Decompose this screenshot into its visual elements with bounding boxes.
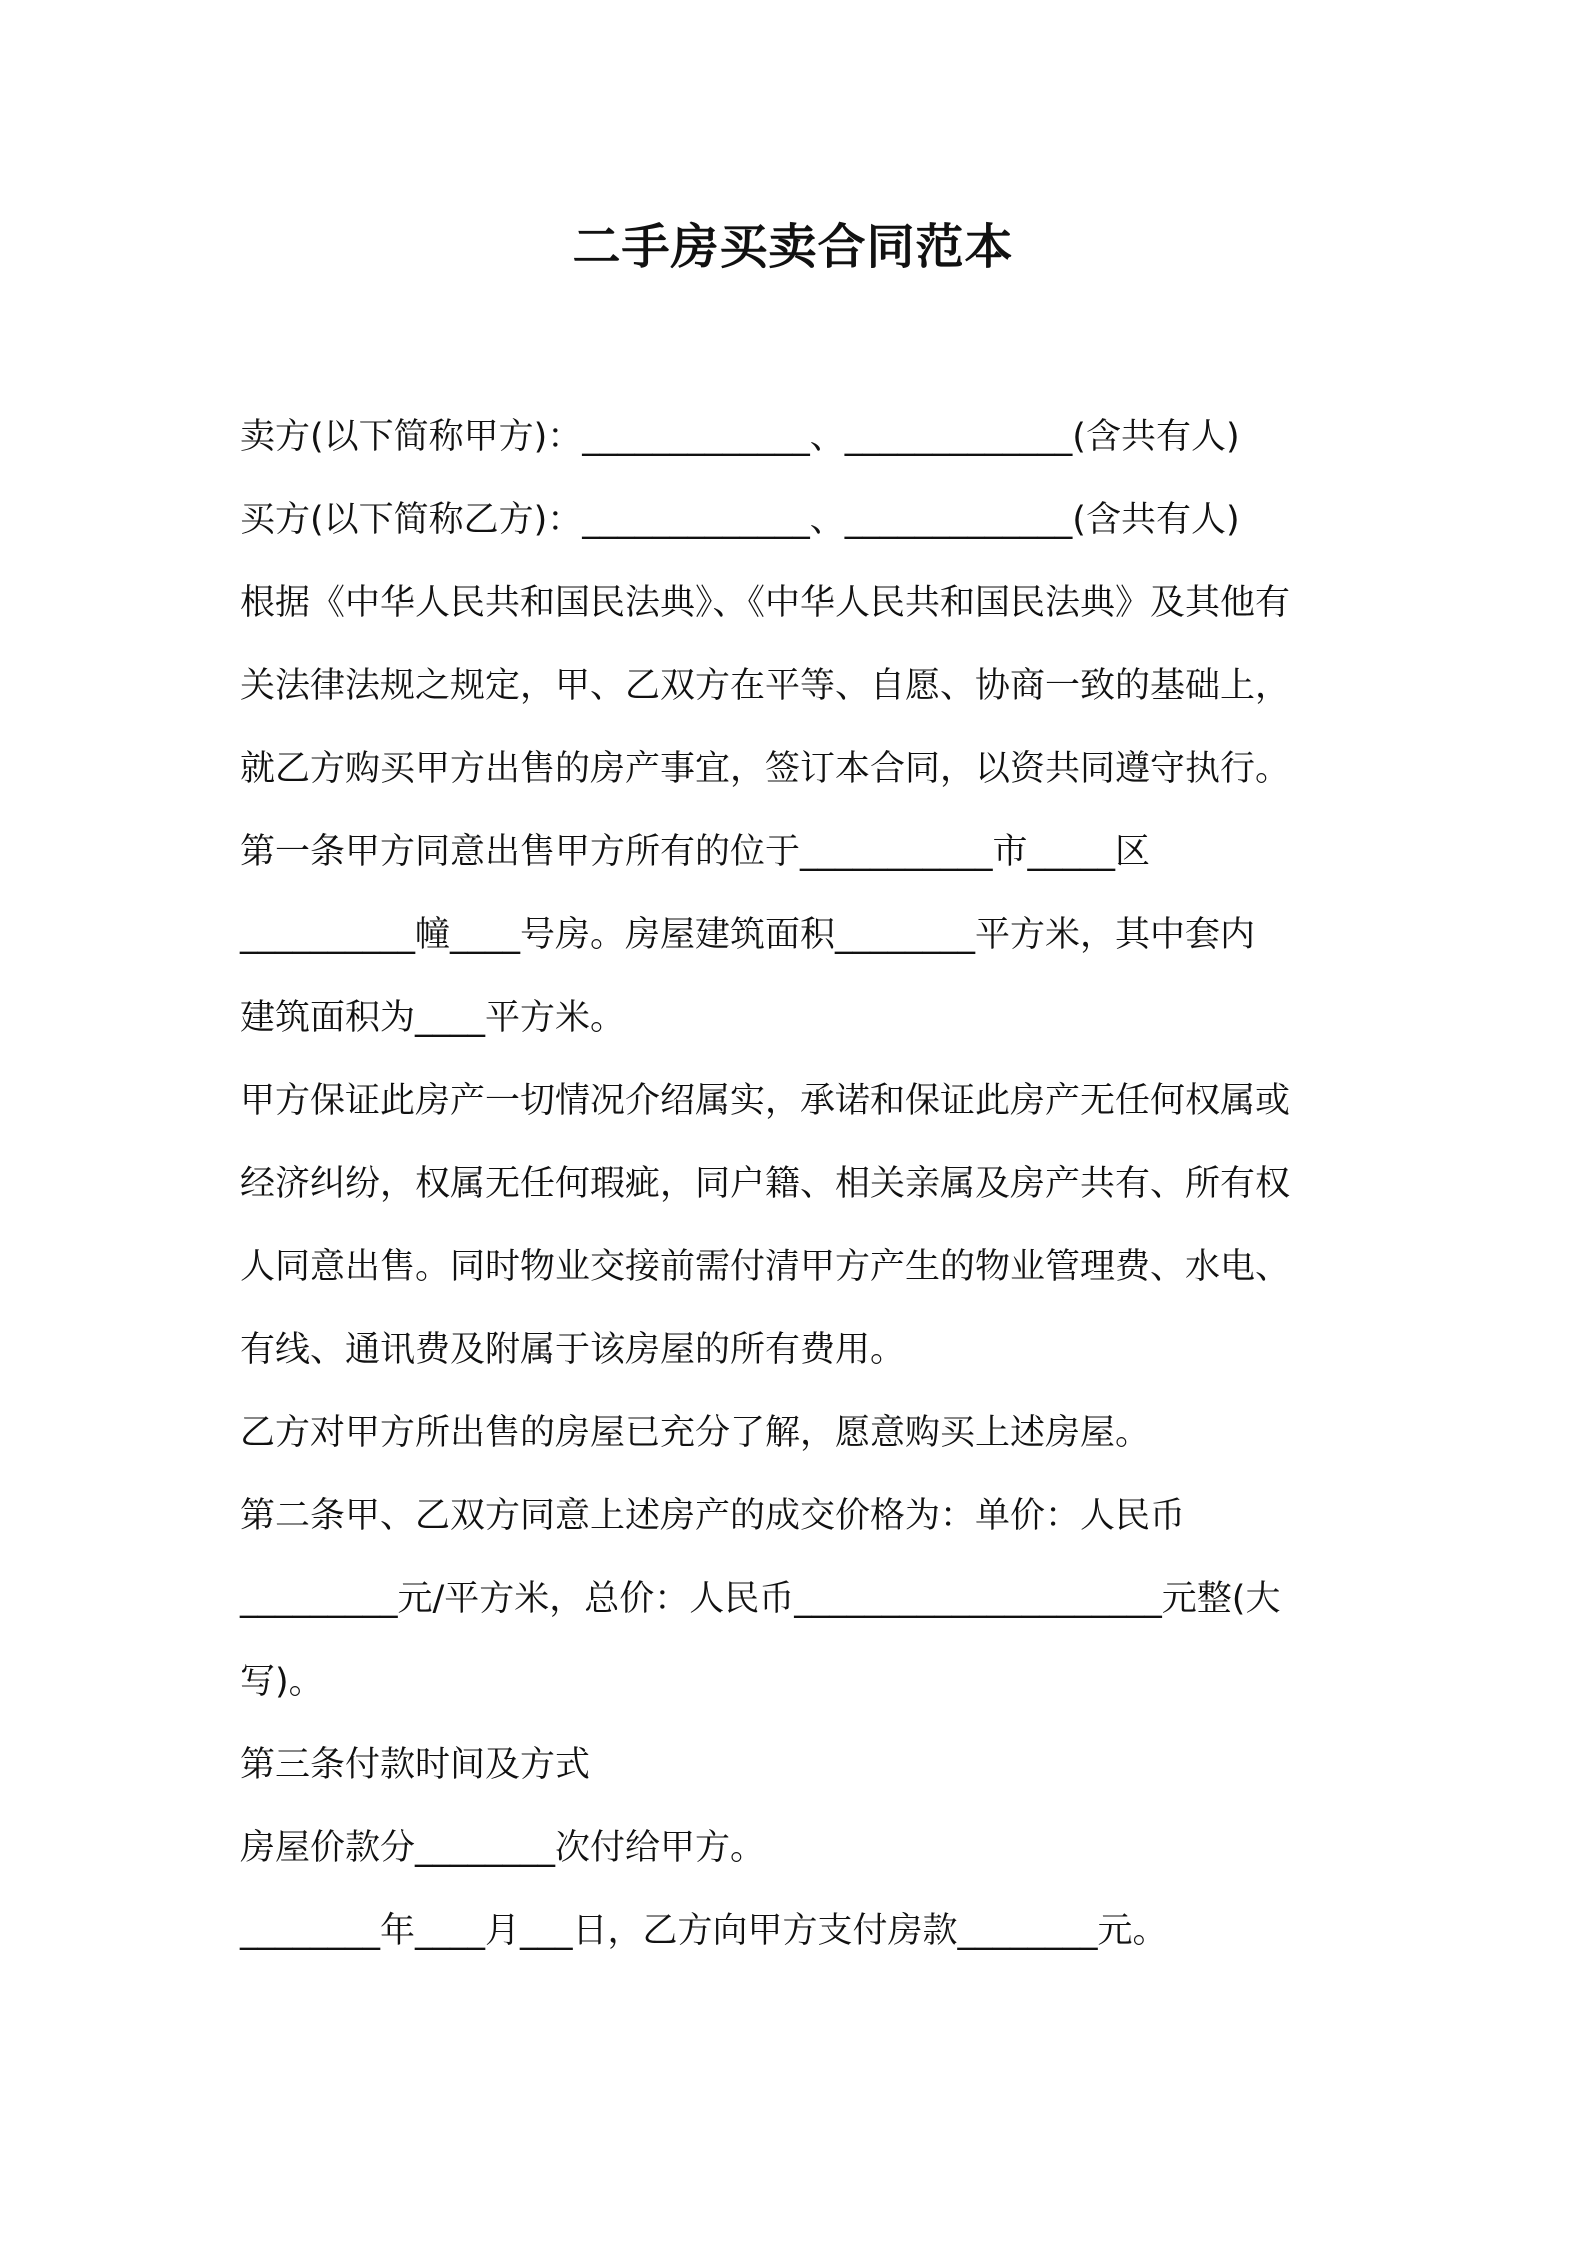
article-1-line-1: 第一条甲方同意出售甲方所有的位于___________市_____区	[240, 832, 1151, 872]
payment-installments-line: 房屋价款分________次付给甲方。	[240, 1828, 766, 1868]
article-2-line-3: 写)。	[240, 1662, 324, 1702]
guarantee-line-1: 甲方保证此房产一切情况介绍属实，承诺和保证此房产无任何权属或	[240, 1081, 1291, 1121]
preamble-line-1: 根据《中华人民共和国民法典》、《中华人民共和国民法典》及其他有	[240, 583, 1291, 623]
guarantee-line-4: 有线、通讯费及附属于该房屋的所有费用。	[240, 1330, 906, 1370]
buyer-acknowledgement-line: 乙方对甲方所出售的房屋已充分了解，愿意购买上述房屋。	[240, 1413, 1151, 1453]
guarantee-line-3: 人同意出售。同时物业交接前需付清甲方产生的物业管理费、水电、	[240, 1247, 1291, 1287]
article-1-line-3: 建筑面积为____平方米。	[240, 998, 626, 1038]
document-title: 二手房买卖合同范本	[572, 219, 1014, 275]
article-3-heading: 第三条付款时间及方式	[240, 1745, 591, 1785]
article-1-line-2: __________幢____号房。房屋建筑面积________平方米，其中套内	[240, 915, 1256, 955]
buyer-line: 买方(以下简称乙方)：_____________、_____________(含共有人)	[240, 500, 1240, 540]
article-2-line-2: _________元/平方米，总价：人民币_____________________元整(大	[240, 1579, 1281, 1619]
payment-date-line: ________年____月___日，乙方向甲方支付房款________元。	[240, 1911, 1168, 1951]
preamble-line-2: 关法律法规之规定，甲、乙双方在平等、自愿、协商一致的基础上，	[240, 666, 1291, 706]
article-2-line-1: 第二条甲、乙双方同意上述房产的成交价格为：单价：人民币	[240, 1496, 1186, 1536]
seller-line: 卖方(以下简称甲方)：_____________、_____________(含共有人)	[240, 417, 1240, 457]
preamble-line-3: 就乙方购买甲方出售的房产事宜，签订本合同，以资共同遵守执行。	[240, 749, 1291, 789]
guarantee-line-2: 经济纠纷，权属无任何瑕疵，同户籍、相关亲属及房产共有、所有权	[240, 1164, 1291, 1204]
